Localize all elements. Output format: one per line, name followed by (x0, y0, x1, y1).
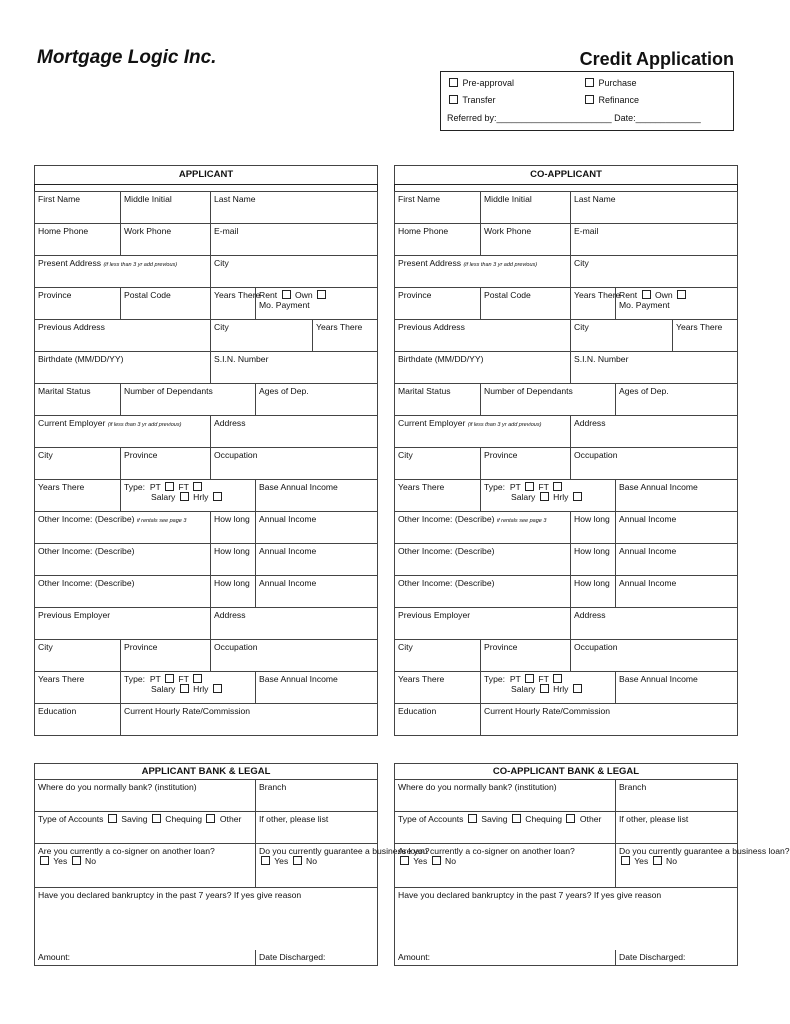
employer-city-field[interactable]: City (395, 448, 481, 480)
how-long-field-3[interactable]: How long (211, 576, 256, 608)
how-long-field-2[interactable]: How long (211, 544, 256, 576)
applicant-title: APPLICANT (35, 166, 378, 185)
home-phone-field[interactable]: Home Phone (35, 224, 121, 256)
email-field[interactable]: E-mail (211, 224, 378, 256)
marital-status-field[interactable]: Marital Status (395, 384, 481, 416)
previous-base-income-field[interactable]: Base Annual Income (616, 672, 738, 704)
last-name-field[interactable]: Last Name (211, 192, 378, 224)
current-employer-field[interactable]: Current Employer (if less than 3 yr add previous) (395, 416, 571, 448)
annual-income-field-1[interactable]: Annual Income (616, 512, 738, 544)
province-field[interactable]: Province (395, 288, 481, 320)
previous-employer-city-field[interactable]: City (35, 640, 121, 672)
postal-code-field[interactable]: Postal Code (121, 288, 211, 320)
bankruptcy-field[interactable]: Have you declared bankruptcy in the past 7 years? If yes give reason (395, 888, 738, 950)
middle-initial-field[interactable]: Middle Initial (121, 192, 211, 224)
branch-field[interactable]: Branch (256, 780, 378, 812)
first-name-field[interactable]: First Name (35, 192, 121, 224)
ages-of-dependants-field[interactable]: Ages of Dep. (256, 384, 378, 416)
guarantee-no-checkbox[interactable] (653, 856, 662, 865)
employment-type-field[interactable]: Type: PT FT Salary Hrly (121, 480, 256, 512)
applicant-section (34, 165, 378, 736)
other-income-field-3[interactable]: Other Income: (Describe) (395, 576, 571, 608)
cosigner-question[interactable]: Are you currently a co-signer on another loan? Yes No (35, 844, 256, 888)
amount-field[interactable]: Amount: (35, 950, 256, 966)
date-discharged-field[interactable]: Date Discharged: (616, 950, 738, 966)
cosigner-no-checkbox[interactable] (432, 856, 441, 865)
occupation-field[interactable]: Occupation (571, 448, 738, 480)
postal-code-field[interactable]: Postal Code (481, 288, 571, 320)
coapplicant-bank-section (394, 763, 790, 966)
previous-base-income-field[interactable]: Base Annual Income (256, 672, 378, 704)
previous-address-field[interactable]: Previous Address (35, 320, 211, 352)
dependants-field[interactable]: Number of Dependants (481, 384, 616, 416)
present-address-field[interactable]: Present Address (if less than 3 yr add previous) (35, 256, 211, 288)
coapplicant-bank-title: CO-APPLICANT BANK & LEGAL (395, 764, 738, 780)
annual-income-field-2[interactable]: Annual Income (256, 544, 378, 576)
employer-province-field[interactable]: Province (481, 448, 571, 480)
first-name-field[interactable]: First Name (395, 192, 481, 224)
city-field[interactable]: City (571, 256, 738, 288)
previous-years-there-field[interactable]: Years There (673, 320, 738, 352)
option-transfer[interactable]: Transfer (447, 95, 496, 105)
employer-province-field[interactable]: Province (121, 448, 211, 480)
hourly-rate-field[interactable]: Current Hourly Rate/Commission (481, 704, 738, 736)
cosigner-no-checkbox[interactable] (72, 856, 81, 865)
years-there-field[interactable]: Years There (571, 288, 616, 320)
education-field[interactable]: Education (35, 704, 121, 736)
employer-years-field[interactable]: Years There (35, 480, 121, 512)
sin-field[interactable]: S.I.N. Number (211, 352, 378, 384)
previous-city-field[interactable]: City (571, 320, 673, 352)
employer-address-field[interactable]: Address (211, 416, 378, 448)
previous-address-field[interactable]: Previous Address (395, 320, 571, 352)
other-income-field-3[interactable]: Other Income: (Describe) (35, 576, 211, 608)
rent-own-field[interactable]: Rent Own Mo. Payment (616, 288, 738, 320)
work-phone-field[interactable]: Work Phone (121, 224, 211, 256)
other-income-field-1[interactable]: Other Income: (Describe) if rentals see page 3 (395, 512, 571, 544)
home-phone-field[interactable]: Home Phone (395, 224, 481, 256)
previous-employer-province-field[interactable]: Province (481, 640, 571, 672)
marital-status-field[interactable]: Marital Status (35, 384, 121, 416)
middle-initial-field[interactable]: Middle Initial (481, 192, 571, 224)
account-types-field[interactable]: Type of Accounts Saving Chequing Other (395, 812, 616, 844)
branch-field[interactable]: Branch (616, 780, 738, 812)
previous-years-there-field[interactable]: Years There (313, 320, 378, 352)
previous-employer-address-field[interactable]: Address (211, 608, 378, 640)
coapplicant-section (394, 165, 738, 736)
previous-employment-type-field[interactable]: Type: PT FT Salary Hrly (481, 672, 616, 704)
own-checkbox[interactable] (677, 290, 686, 299)
employment-type-field[interactable]: Type: PT FT Salary Hrly (481, 480, 616, 512)
base-income-field[interactable]: Base Annual Income (616, 480, 738, 512)
amount-field[interactable]: Amount: (395, 950, 616, 966)
option-refinance[interactable]: Refinance (583, 95, 639, 105)
other-income-field-2[interactable]: Other Income: (Describe) (395, 544, 571, 576)
bank-institution-field[interactable]: Where do you normally bank? (institution) (395, 780, 616, 812)
email-field[interactable]: E-mail (571, 224, 738, 256)
cosigner-yes-checkbox[interactable] (400, 856, 409, 865)
document-title: Credit Application (579, 49, 734, 69)
occupation-field[interactable]: Occupation (211, 448, 378, 480)
rent-own-field[interactable]: Rent Own Mo. Payment (256, 288, 378, 320)
previous-employment-type-field[interactable]: Type: PT FT Salary Hrly (121, 672, 256, 704)
guarantee-no-checkbox[interactable] (293, 856, 302, 865)
work-phone-field[interactable]: Work Phone (481, 224, 571, 256)
previous-employer-field[interactable]: Previous Employer (395, 608, 571, 640)
previous-occupation-field[interactable]: Occupation (571, 640, 738, 672)
previous-employer-field[interactable]: Previous Employer (35, 608, 211, 640)
how-long-field-1[interactable]: How long (211, 512, 256, 544)
current-employer-field[interactable]: Current Employer (if less than 3 yr add previous) (35, 416, 211, 448)
how-long-field-1[interactable]: How long (571, 512, 616, 544)
previous-city-field[interactable]: City (211, 320, 313, 352)
employer-years-field[interactable]: Years There (395, 480, 481, 512)
date-discharged-field[interactable]: Date Discharged: (256, 950, 378, 966)
how-long-field-3[interactable]: How long (571, 576, 616, 608)
annual-income-field-3[interactable]: Annual Income (616, 576, 738, 608)
base-income-field[interactable]: Base Annual Income (256, 480, 378, 512)
education-field[interactable]: Education (395, 704, 481, 736)
annual-income-field-2[interactable]: Annual Income (616, 544, 738, 576)
annual-income-field-1[interactable]: Annual Income (256, 512, 378, 544)
other-income-field-2[interactable]: Other Income: (Describe) (35, 544, 211, 576)
cosigner-yes-checkbox[interactable] (40, 856, 49, 865)
last-name-field[interactable]: Last Name (571, 192, 738, 224)
account-types-field[interactable]: Type of Accounts Saving Chequing Other (35, 812, 256, 844)
previous-employer-city-field[interactable]: City (395, 640, 481, 672)
employer-address-field[interactable]: Address (571, 416, 738, 448)
checkbox[interactable] (449, 78, 458, 87)
hourly-rate-field[interactable]: Current Hourly Rate/Commission (121, 704, 378, 736)
cosigner-question[interactable]: Are you currently a co-signer on another loan? Yes No (395, 844, 616, 888)
how-long-field-2[interactable]: How long (571, 544, 616, 576)
own-checkbox[interactable] (317, 290, 326, 299)
birthdate-field[interactable]: Birthdate (MM/DD/YY) (35, 352, 211, 384)
other-accounts-field[interactable]: If other, please list (256, 812, 378, 844)
sin-field[interactable]: S.I.N. Number (571, 352, 738, 384)
bankruptcy-field[interactable]: Have you declared bankruptcy in the past 7 years? If yes give reason (35, 888, 378, 950)
applicant-bank-title: APPLICANT BANK & LEGAL (35, 764, 378, 780)
option-purchase[interactable]: Purchase (583, 78, 637, 88)
referred-by-line[interactable]: Referred by:_______________________ Date:_____________ (447, 113, 701, 123)
checkbox[interactable] (449, 95, 458, 104)
previous-employer-province-field[interactable]: Province (121, 640, 211, 672)
ages-of-dependants-field[interactable]: Ages of Dep. (616, 384, 738, 416)
guarantee-question[interactable]: Do you currently guarantee a business loan? Yes No (256, 844, 378, 888)
years-there-field[interactable]: Years There (211, 288, 256, 320)
guarantee-yes-checkbox[interactable] (621, 856, 630, 865)
other-accounts-field[interactable]: If other, please list (616, 812, 738, 844)
annual-income-field-3[interactable]: Annual Income (256, 576, 378, 608)
province-field[interactable]: Province (35, 288, 121, 320)
application-type-box (440, 71, 734, 131)
checkbox[interactable] (585, 95, 594, 104)
guarantee-yes-checkbox[interactable] (261, 856, 270, 865)
applicant-bank-section (34, 763, 430, 966)
company-name: Mortgage Logic Inc. (37, 47, 217, 68)
employer-city-field[interactable]: City (35, 448, 121, 480)
previous-years-field[interactable]: Years There (395, 672, 481, 704)
previous-occupation-field[interactable]: Occupation (211, 640, 378, 672)
previous-employer-address-field[interactable]: Address (571, 608, 738, 640)
guarantee-question[interactable]: Do you currently guarantee a business loan? Yes No (616, 844, 738, 888)
rent-checkbox[interactable] (282, 290, 291, 299)
birthdate-field[interactable]: Birthdate (MM/DD/YY) (395, 352, 571, 384)
present-address-field[interactable]: Present Address (if less than 3 yr add previous) (395, 256, 571, 288)
rent-checkbox[interactable] (642, 290, 651, 299)
coapplicant-title: CO-APPLICANT (395, 166, 738, 185)
checkbox[interactable] (585, 78, 594, 87)
option-preapproval[interactable]: Pre-approval (447, 78, 514, 88)
other-income-field-1[interactable]: Other Income: (Describe) if rentals see page 3 (35, 512, 211, 544)
dependants-field[interactable]: Number of Dependants (121, 384, 256, 416)
previous-years-field[interactable]: Years There (35, 672, 121, 704)
bank-institution-field[interactable]: Where do you normally bank? (institution) (35, 780, 256, 812)
city-field[interactable]: City (211, 256, 378, 288)
